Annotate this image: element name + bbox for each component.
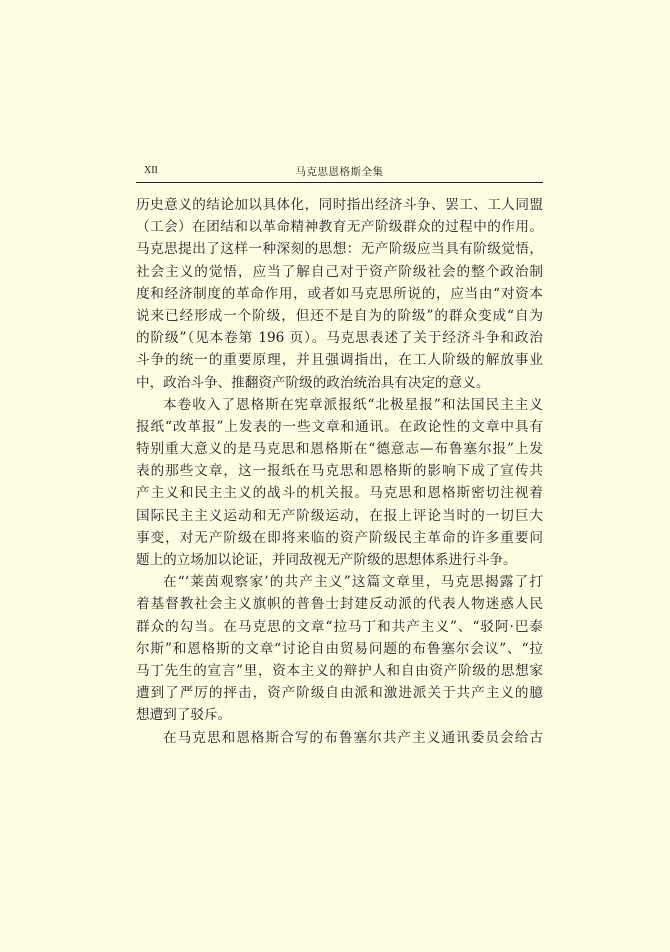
text-line: 群众的勾当。在马克思的文章“拉马丁和共产主义”、“驳阿·巴泰 (136, 618, 543, 635)
text-line: （工会）在团结和以革命精神教育无产阶级群众的过程中的作用。 (136, 219, 543, 236)
body-text (136, 194, 543, 749)
text-line: 事变，对无产阶级在即将来临的资产阶级民主革命的许多重要问 (136, 529, 543, 546)
text-line: 在马克思和恩格斯合写的布鲁塞尔共产主义通讯委员会给古 (163, 729, 543, 746)
text-line: 社会主义的觉悟，应当了解自己对于资产阶级社会的整个政治制 (136, 263, 543, 280)
text-line: 的阶级”（见本卷第 196 页）。马克思表述了关于经济斗争和政治 (136, 330, 543, 347)
text-line: 报纸“改革报”上发表的一些文章和通讯。在政论性的文章中具有 (136, 418, 543, 435)
text-line: 题上的立场加以论证，并同敌视无产阶级的思想体系进行斗争。 (136, 552, 517, 568)
text-line: 产主义和民主主义的战斗的机关报。马克思和恩格斯密切注视着 (136, 485, 543, 502)
text-line: 说来已经形成一个阶级，但还不是自为的阶级”的群众变成“自为 (136, 307, 543, 324)
text-line: 国际民主主义运动和无产阶级运动，在报上评论当时的一切巨大 (136, 507, 543, 524)
text-line: 在“‘莱茵观察家’的共产主义”这篇文章里，马克思揭露了打 (163, 574, 543, 591)
text-line: 着基督教社会主义旗帜的普鲁士封建反动派的代表人物迷惑人民 (136, 596, 543, 613)
text-line: 马克思提出了这样一种深刻的思想：无产阶级应当具有阶级觉悟， (136, 241, 543, 258)
running-title: 马克思恩格斯全集 (295, 166, 384, 178)
text-line: 想遭到了驳斥。 (136, 707, 232, 724)
text-line: 斗争的统一的重要原理，并且强调指出，在工人阶级的解放事业 (136, 352, 543, 369)
text-line: 中，政治斗争、推翻资产阶级的政治统治具有决定的意义。 (136, 374, 490, 391)
text-line: 遭到了严厉的抨击，资产阶级自由派和激进派关于共产主义的臆 (136, 685, 543, 702)
text-line: 本卷收入了恩格斯在宪章派报纸“北极星报”和法国民主主义 (163, 396, 543, 413)
text-line: 度和经济制度的革命作用，或者如马克思所说的，应当由“对资本 (136, 285, 543, 302)
text-line: 马丁先生的宣言”里，资本主义的辩护人和自由资产阶级的思想家 (136, 662, 543, 679)
running-header (136, 164, 543, 183)
text-line: 特别重大意义的是马克思和恩格斯在“德意志—布鲁塞尔报”上发 (136, 441, 543, 458)
text-line: 历史意义的结论加以具体化，同时指出经济斗争、罢工、工人同盟 (136, 197, 543, 213)
page-number: XII (144, 165, 158, 176)
text-line: 尔斯”和恩格斯的文章“讨论自由贸易问题的布鲁塞尔会议”、“拉 (136, 640, 543, 657)
text-line: 表的那些文章，这一报纸在马克思和恩格斯的影响下成了宣传共 (136, 463, 543, 480)
